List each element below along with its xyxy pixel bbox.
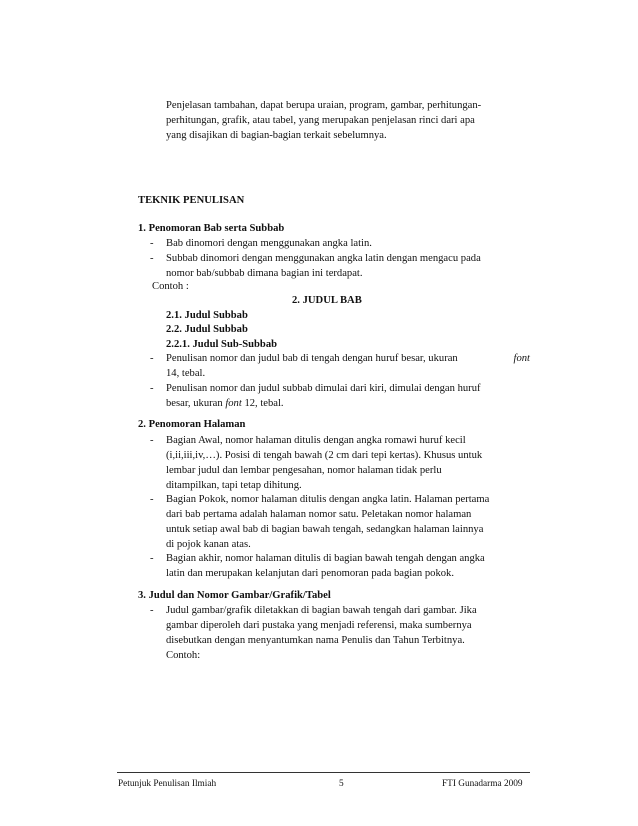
italic-term: font [513,353,530,364]
list-item-text: Penulisan nomor dan judul subbab dimulai dari kiri, dimulai dengan huruf [166,383,481,394]
list-item-text: latin dan merupakan kelanjutan dari penomoran pada bagian pokok. [166,568,454,579]
list-item-text: 14, tebal. [166,368,206,379]
list-item-text: Bagian Awal, nomor halaman ditulis dengan angka romawi huruf kecil [166,435,466,446]
example-chapter-title: 2. JUDUL BAB [292,295,362,306]
example-subsubbab: 2.2.1. Judul Sub-Subbab [166,339,278,350]
list-item-text: nomor bab/subbab dimana bagian ini terdapat. [166,268,363,279]
list-item-text: Bagian Pokok, nomor halaman ditulis dengan angka latin. Halaman pertama [166,494,490,505]
bullet-dash: - [150,353,154,364]
list-item-text: Penulisan nomor dan judul bab di tengah dengan huruf besar, ukuran [166,353,458,364]
bullet-dash: - [150,553,154,564]
section-1-title: 1. Penomoran Bab serta Subbab [138,223,285,234]
list-item-text: Bab dinomori dengan menggunakan angka latin. [166,238,372,249]
list-item-text: (i,ii,iii,iv,…). Posisi di tengah bawah (2 cm dari tepi kertas). Khusus untuk [166,450,483,461]
footer-divider [117,772,530,773]
list-item-text: besar, ukuran [166,398,223,409]
list-item [150,551,530,581]
list-item-text: Bagian akhir, nomor halaman ditulis di bagian bawah tengah dengan angka [166,553,485,564]
list-item [150,381,530,411]
list-item [150,351,530,381]
bullet-dash: - [150,383,154,394]
list-item [150,492,530,552]
list-item-text: disebutkan dengan menyantumkan nama Penulis dan Tahun Terbitnya. [166,635,465,646]
list-item-line [166,351,530,366]
example-label: Contoh: [166,650,201,661]
bullet-dash: - [150,605,154,616]
italic-term: font [225,398,242,409]
example-label: Contoh : [152,281,189,292]
list-item-text: gambar diperoleh dari pustaka yang menjadi referensi, maka sumbernya [166,620,472,631]
intro-line: yang disajikan di bagian-bagian terkait sebelumnya. [166,130,387,141]
intro-paragraph [166,98,530,143]
footer-right: FTI Gunadarma 2009 [442,779,523,789]
example-subbab: 2.1. Judul Subbab [166,310,248,321]
bullet-dash: - [150,494,154,505]
bullet-dash: - [150,435,154,446]
footer-left: Petunjuk Penulisan Ilmiah [118,779,217,789]
intro-line: perhitungan, grafik, atau tabel, yang merupakan penjelasan rinci dari apa [166,115,475,126]
section-3-title: 3. Judul dan Nomor Gambar/Grafik/Tabel [138,590,331,601]
list-item-text: di pojok kanan atas. [166,539,251,550]
section-2-title: 2. Penomoran Halaman [138,419,246,430]
list-item-text: untuk setiap awal bab di bagian bawah tengah, sedangkan halaman lainnya [166,524,484,535]
example-subbab: 2.2. Judul Subbab [166,324,248,335]
footer-page-number: 5 [339,779,344,789]
section-heading: TEKNIK PENULISAN [138,195,245,206]
list-item [150,251,530,281]
list-item-text: ditampilkan, tapi tetap dihitung. [166,480,302,491]
list-item-text: Judul gambar/grafik diletakkan di bagian bawah tengah dari gambar. Jika [166,605,477,616]
list-item [150,433,530,493]
list-item-text: dari bab pertama adalah halaman nomor satu. Peletakan nomor halaman [166,509,472,520]
list-item [150,603,530,663]
list-item [150,236,530,251]
list-item-text: lembar judul dan lembar pengesahan, nomor halaman tidak perlu [166,465,442,476]
list-item-line [166,396,530,411]
intro-line: Penjelasan tambahan, dapat berupa uraian, program, gambar, perhitungan- [166,100,482,111]
bullet-dash: - [150,238,154,249]
bullet-dash: - [150,253,154,264]
list-item-text: Subbab dinomori dengan menggunakan angka latin dengan mengacu pada [166,253,481,264]
list-item-text: 12, tebal. [244,398,284,409]
